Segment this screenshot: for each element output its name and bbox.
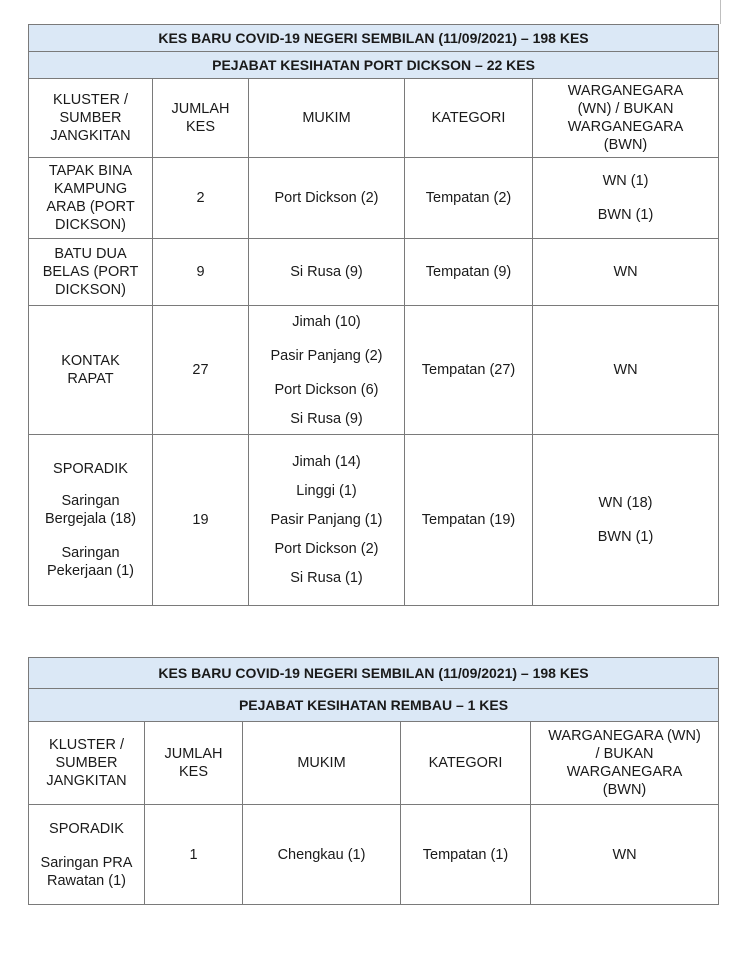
category-cell: Tempatan (2): [405, 158, 533, 239]
source-cell: TAPAK BINA KAMPUNG ARAB (PORT DICKSON): [29, 158, 153, 239]
total-cell: 19: [153, 435, 249, 606]
header-mukim: MUKIM: [249, 79, 405, 158]
header-category: KATEGORI: [401, 722, 531, 805]
header-total-cases: JUMLAH KES: [153, 79, 249, 158]
mukim-cell: Chengkau (1): [243, 805, 401, 905]
total-cell: 27: [153, 306, 249, 435]
citizenship-cell: WN (1) BWN (1): [533, 158, 719, 239]
mukim-cell: Si Rusa (9): [249, 239, 405, 306]
mukim-cell: Jimah (14) Linggi (1) Pasir Panjang (1) Port Dickson (2) Si Rusa (1): [249, 435, 405, 606]
source-detail: Saringan Pekerjaan (1): [46, 545, 135, 579]
table-row: [29, 239, 719, 306]
rembau-case-table: [28, 657, 719, 905]
page-edge-line: [720, 0, 721, 24]
header-source: KLUSTER / SUMBER JANGKITAN: [29, 722, 145, 805]
source-cell: SPORADIK Saringan Bergejala (18) Saringan Pekerjaan (1): [29, 435, 153, 606]
citizenship-cell: WN: [531, 805, 719, 905]
header-mukim: MUKIM: [243, 722, 401, 805]
health-office-title: PEJABAT KESIHATAN PORT DICKSON – 22 KES: [29, 52, 719, 79]
citizenship-cell: WN (18) BWN (1): [533, 435, 719, 606]
total-cell: 2: [153, 158, 249, 239]
source-cell: KONTAK RAPAT: [29, 306, 153, 435]
category-cell: Tempatan (19): [405, 435, 533, 606]
table-title: KES BARU COVID-19 NEGERI SEMBILAN (11/09/2021) – 198 KES: [29, 658, 719, 689]
health-office-title: PEJABAT KESIHATAN REMBAU – 1 KES: [29, 689, 719, 722]
header-total-cases: JUMLAH KES: [145, 722, 243, 805]
total-cell: 9: [153, 239, 249, 306]
table-row: [29, 805, 719, 905]
source-cell: BATU DUA BELAS (PORT DICKSON): [29, 239, 153, 306]
mukim-cell: Port Dickson (2): [249, 158, 405, 239]
header-row: [29, 79, 719, 158]
header-source: KLUSTER / SUMBER JANGKITAN: [29, 79, 153, 158]
table-title: KES BARU COVID-19 NEGERI SEMBILAN (11/09/2021) – 198 KES: [29, 25, 719, 52]
table-row: [29, 435, 719, 606]
citizenship-cell: WN: [533, 239, 719, 306]
citizenship-cell: WN: [533, 306, 719, 435]
header-citizenship: WARGANEGARA (WN) / BUKAN WARGANEGARA (BWN): [533, 79, 719, 158]
header-row: [29, 722, 719, 805]
total-cell: 1: [145, 805, 243, 905]
port-dickson-case-table: [28, 24, 719, 606]
source-cell: SPORADIK Saringan PRA Rawatan (1): [29, 805, 145, 905]
source-detail: Saringan Bergejala (18): [44, 493, 137, 527]
category-cell: Tempatan (9): [405, 239, 533, 306]
header-citizenship: WARGANEGARA (WN) / BUKAN WARGANEGARA (BWN): [531, 722, 719, 805]
header-category: KATEGORI: [405, 79, 533, 158]
table-row: [29, 158, 719, 239]
table-row: [29, 306, 719, 435]
category-cell: Tempatan (27): [405, 306, 533, 435]
source-detail: Saringan PRA Rawatan (1): [40, 854, 133, 889]
mukim-cell: Jimah (10) Pasir Panjang (2) Port Dickson (6) Si Rusa (9): [249, 306, 405, 435]
category-cell: Tempatan (1): [401, 805, 531, 905]
